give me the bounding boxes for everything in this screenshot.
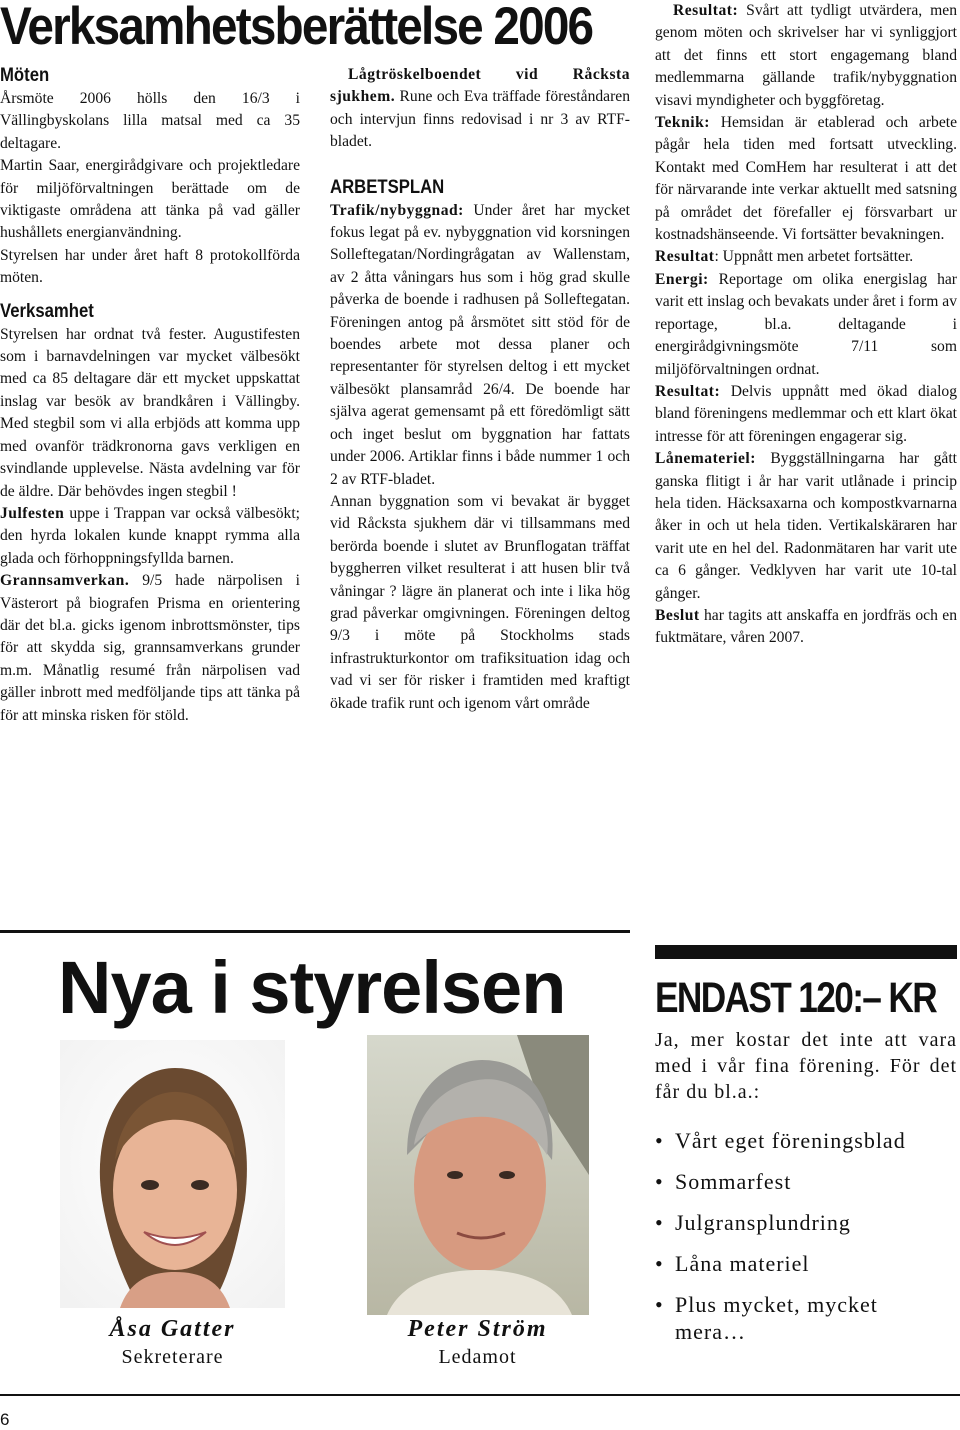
paragraph bbox=[655, 246, 957, 268]
list-item: • Plus mycket, mycket mera… bbox=[655, 1291, 955, 1345]
paragraph-body: Hemsidan är etablerad och arbete pågår hela tiden med fortsatt utveckling. Kontakt med ComHem har resulterat i att det för närvarande inte verkar aktuellt med satsning på området det förefaller ej försvarbart ur kostnadshänseende. Vi fortsätter bevakningen. bbox=[655, 114, 957, 244]
paragraph-lead: Lågtröskelboendet vid Råcksta sjukhem. bbox=[330, 66, 630, 106]
portrait-photo bbox=[367, 1035, 589, 1315]
paragraph-lead: Resultat: bbox=[673, 2, 739, 19]
section-heading-moten: Möten bbox=[0, 65, 50, 86]
paragraph-lead: Resultat bbox=[655, 248, 715, 266]
member-name: Åsa Gatter bbox=[109, 1316, 236, 1342]
paragraph-lead: Teknik: bbox=[655, 114, 710, 132]
paragraph bbox=[0, 503, 300, 570]
page-number: 6 bbox=[0, 1410, 10, 1429]
board-heading: Nya i styrelsen bbox=[58, 946, 566, 1029]
paragraph bbox=[655, 605, 957, 650]
list-item: • Låna materiel bbox=[655, 1250, 955, 1277]
paragraph-lead: Energi: bbox=[655, 270, 709, 288]
paragraph bbox=[0, 570, 300, 727]
paragraph bbox=[655, 381, 957, 448]
list-item: • Sommarfest bbox=[655, 1168, 955, 1195]
list-item: • Julgransplundring bbox=[655, 1209, 955, 1236]
paragraph bbox=[655, 448, 957, 605]
paragraph bbox=[330, 64, 630, 154]
paragraph bbox=[655, 112, 957, 246]
paragraph-body: 9/5 hade närpolisen i Västerort på biografen Prisma en orientering där det bl.a. gicks igenom inbrottsmönster, tips för att skydda sig, grannsamverkans grunder m.m. Månatlig resumé från närpolisen vad gäller inbrott med medföljande tips att tänka på för att minska risken för stöld. bbox=[0, 572, 300, 724]
paragraph: Styrelsen har under året haft 8 protokollförda möten. bbox=[0, 246, 300, 287]
paragraph-lead: Julfesten bbox=[0, 504, 65, 522]
paragraph-body: : Uppnått men arbetet fortsätter. bbox=[714, 248, 914, 266]
column-1 bbox=[0, 64, 300, 727]
paragraph bbox=[655, 269, 957, 381]
paragraph-body: Reportage om olika energislag har varit ett inslag och bevakats under året i form av reportage, bl.a. deltagande i energirådgivningsmöte 7/11 som miljöförvaltningen ordnat. bbox=[655, 270, 957, 378]
column-3 bbox=[655, 0, 957, 650]
paragraph-lead: Resultat: bbox=[655, 382, 721, 400]
paragraph: Årsmöte 2006 hölls den 16/3 i Vällingbyskolans lilla matsal med ca 35 deltagare. bbox=[0, 90, 300, 152]
paragraph-lead: Grannsamverkan. bbox=[0, 572, 130, 590]
member-role: Sekreterare bbox=[121, 1346, 224, 1368]
page-title: Verksamhetsberättelse 2006 bbox=[0, 0, 593, 56]
paragraph: Martin Saar, energirådgivare och projektledare för miljöförvaltningen berättade om de viktigaste områdena att tänka på vad gäller hushållets energianvändning. bbox=[0, 157, 300, 242]
paragraph-body: Under året har mycket fokus legat på ev. nybyggnation vid korsningen Solleftegatan/Nordingrågatan av Wallenstam, av 2 åtta våningars hus som i hög grad skulle påverka de boende i radhusen på Solleftegatan. Föreningen antog på årsmötet sitt stöd för de boendes arbete mot dessa planer och representanter för styrelsen deltog i ett mycket välbesökt plansamråd 26/4. De boende har själva agerat gemensamt på ett föredömligt sätt och inget beslut om byggnation har fattats under 2006. Artiklar finns i både nummer 1 och 2 av RTF-bladet. bbox=[330, 201, 630, 488]
section-heading-verksamhet: Verksamhet bbox=[0, 300, 94, 322]
paragraph-lead: Trafik/nybyggnad: bbox=[330, 201, 464, 219]
column-2 bbox=[330, 64, 630, 715]
paragraph bbox=[655, 0, 957, 112]
divider bbox=[0, 1394, 960, 1396]
member-role: Ledamot bbox=[438, 1346, 517, 1368]
paragraph-body: Delvis uppnått med ökad dialog bland föreningens medlemmar och ett klart ökat intresse för att föreningen engagerar sig. bbox=[655, 382, 957, 445]
paragraph-lead: Lånemateriel: bbox=[655, 450, 756, 468]
section-heading-arbetsplan: ARBETSPLAN bbox=[330, 176, 445, 198]
paragraph bbox=[330, 200, 630, 491]
member-name: Peter Ström bbox=[407, 1316, 548, 1342]
paragraph-body: Svårt att tydligt utvärdera, men genom möten och skrivelser har vi synliggjort att det finns ett stort engagemang bland medlemmarna gällande trafik/nybyggnation visavi myndigheter och byggföretag. bbox=[655, 2, 957, 109]
divider bbox=[0, 930, 630, 933]
divider bbox=[655, 945, 957, 959]
paragraph-body: Byggställningarna har gått ganska flitigt i år har varit utlånade i princip hela tiden. Häcksaxarna och kompostkvarnarna åker in och ut hela tiden. Vertikalskäraren har varit ute en hel del. Radonmätaren har varit ute ca 6 gånger. Vedklyven har varit ute 10-tal gånger. bbox=[655, 450, 957, 602]
paragraph: Styrelsen har ordnat två fester. Augustifesten som i barnavdelningen var mycket välbesökt med ca 85 deltagare där ett mycket uppskattat inslag var besök av brandkåren i Vällingby. Med stegbil som vi alla erbjöds att komma upp med ovanför trädkronorna gavs verkligen en svindlande upplevelse. Nästa avdelning var för de äldre. Där behövdes ingen stegbil ! bbox=[0, 325, 300, 500]
membership-price-heading: ENDAST 120:– KR bbox=[655, 974, 937, 1022]
paragraph: Annan byggnation som vi bevakat är bygget vid Råcksta sjukhem där vi tillsammans med berörda boende i slutet av Brunflogatan träffat byggherren vilket resulterat i att husen blir två våningar ? lägre än planerat och inte i lika hög grad påverkar omgivningen. Föreningen deltog 9/3 i möte på Stockholms stads infrastrukturkontor om trafiksituation idag och vad vi ser för risker i framtiden med kraftigt ökade trafik runt och igenom vårt område bbox=[330, 492, 630, 712]
membership-benefits-list bbox=[655, 1127, 955, 1359]
list-item: • Vårt eget föreningsblad bbox=[655, 1127, 955, 1154]
membership-intro: Ja, mer kostar det inte att vara med i vår fina förening. För det får du bl.a.: bbox=[655, 1029, 957, 1103]
portrait-photo bbox=[60, 1040, 285, 1308]
paragraph-lead: Beslut bbox=[655, 606, 700, 624]
paragraph-body: har tagits att anskaffa en jordfräs och en fuktmätare, våren 2007. bbox=[655, 606, 957, 647]
paragraph-body: uppe i Trappan var också välbesökt; den hyrda lokalen kunde knappt rymma alla glada och förhoppningsfyllda barnen. bbox=[0, 504, 300, 567]
paragraph-body: Rune och Eva träffade föreståndaren och intervjun finns redovisad i nr 3 av RTF-bladet. bbox=[330, 88, 630, 151]
